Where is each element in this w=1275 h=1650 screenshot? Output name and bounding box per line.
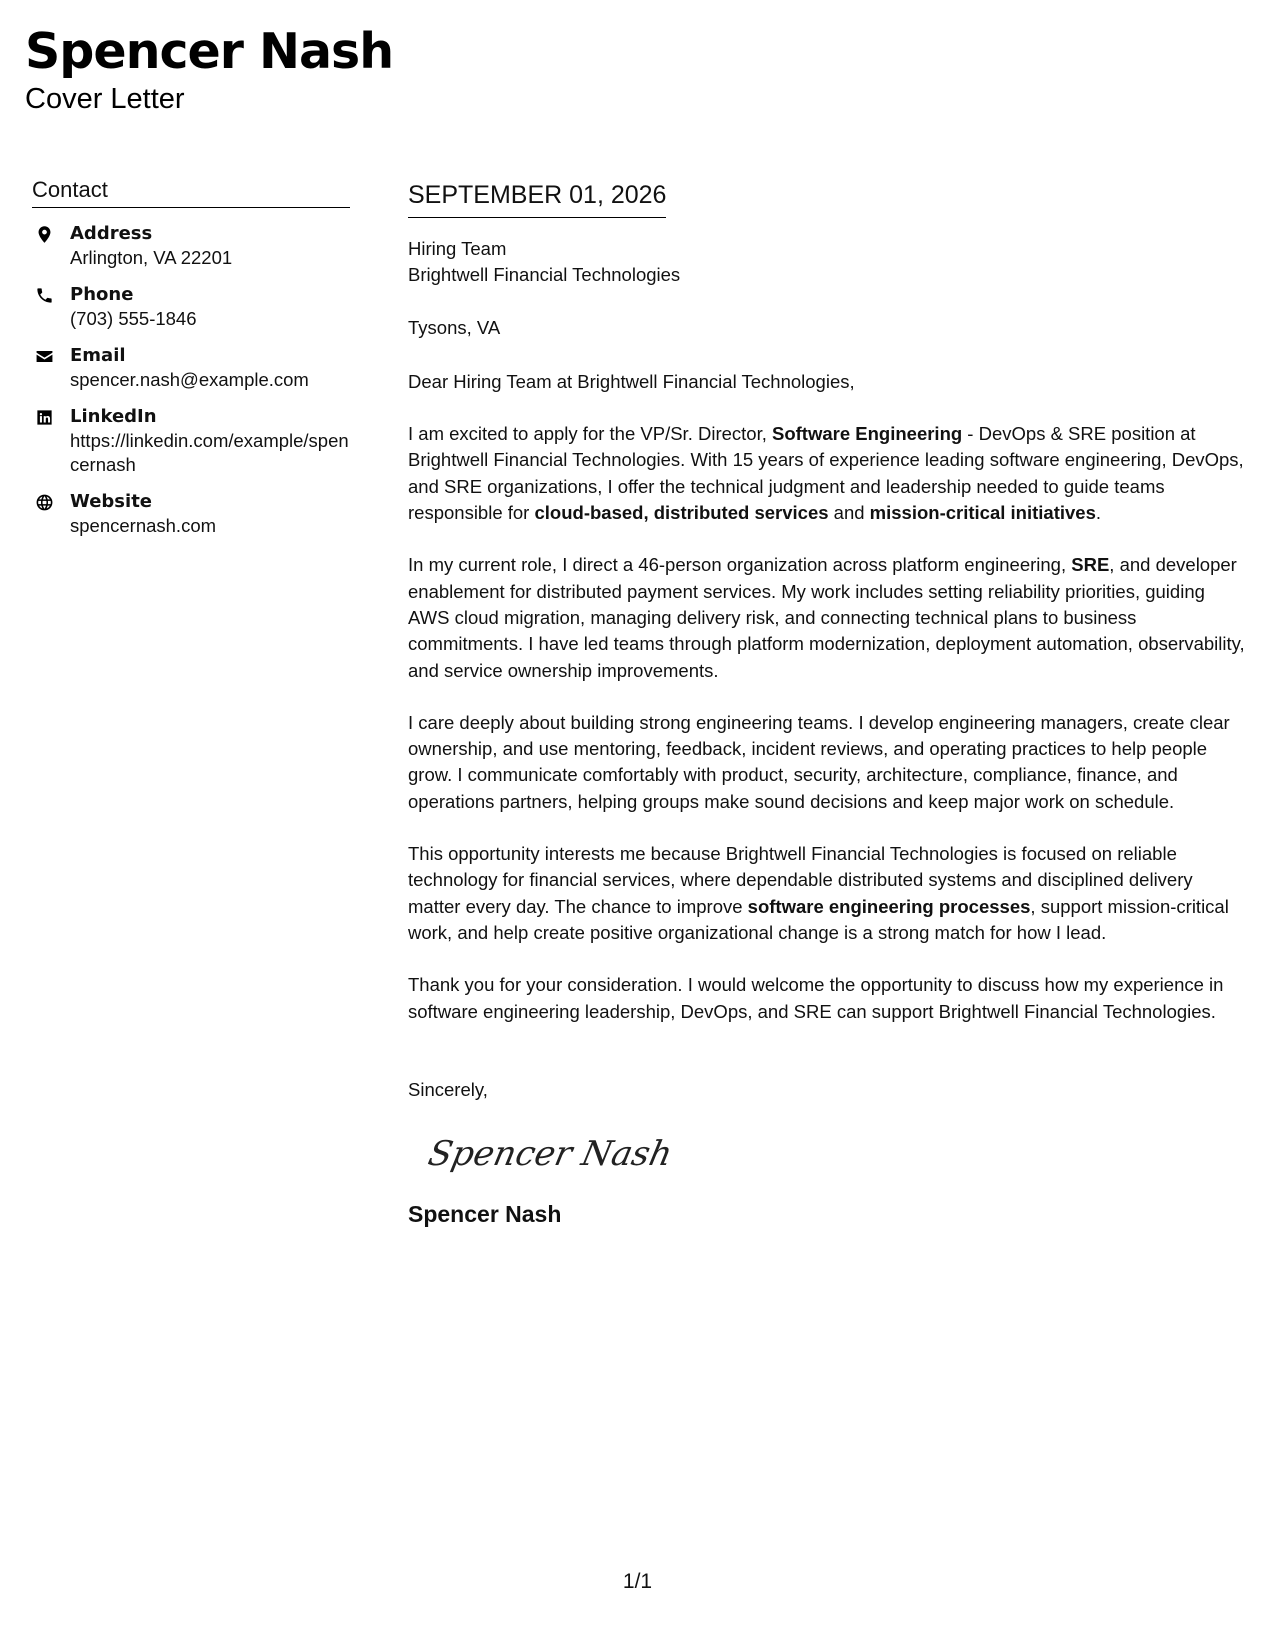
paragraph-text: I care deeply about building strong engineering teams. I develop engineering managers, create clear ownership, and use mentoring, feedback, incident reviews, and operating practices to help people grow. I communicate comfortably with product, security, architecture, compliance, finance, and operations partners, helping groups make sound decisions and keep major work on schedule. xyxy=(408,711,1230,812)
emphasized-text: SRE xyxy=(1071,554,1110,576)
contact-label: Website xyxy=(70,491,153,512)
document-subtitle: Cover Letter xyxy=(25,83,185,115)
applicant-name: Spencer Nash xyxy=(25,23,394,80)
contact-label: Phone xyxy=(70,284,134,305)
contact-value: spencer.nash@example.com xyxy=(70,369,309,390)
paragraph-text: - DevOps & SRE position at Brightwell Financial Technologies. With 15 years of experience leading software engineering, DevOps, and SRE organizations, I offer the technical judgment and leadership needed to guide teams responsible for xyxy=(408,423,1244,524)
contact-label: LinkedIn xyxy=(70,406,157,427)
letter-date: SEPTEMBER 01, 2026 xyxy=(408,178,666,218)
contact-item-website xyxy=(32,490,350,538)
contact-label: Address xyxy=(70,223,153,244)
letter-header xyxy=(25,22,393,116)
emphasized-text: mission-critical initiatives xyxy=(869,502,1096,524)
handwritten-signature xyxy=(424,1121,1248,1181)
contact-item-linkedin xyxy=(32,405,350,477)
signer-name: Spencer Nash xyxy=(408,1201,562,1228)
paragraph-text: , support mission-critical work, and help create positive organizational change is a strong match for how I lead. xyxy=(408,895,1229,943)
linkedin-icon xyxy=(34,407,54,427)
globe-icon xyxy=(34,492,54,512)
contact-label: Email xyxy=(70,345,126,366)
contact-item-phone xyxy=(32,283,350,331)
letter-paragraph xyxy=(408,841,1248,946)
map-pin-icon xyxy=(34,224,54,244)
letter-paragraphs xyxy=(408,421,1248,1025)
contact-value: spencernash.com xyxy=(70,515,217,536)
letter-paragraph xyxy=(408,552,1248,683)
salutation: Dear Hiring Team at Brightwell Financial Technologies, xyxy=(408,370,855,392)
page-number: 1/1 xyxy=(622,1570,653,1593)
letter-body xyxy=(408,178,1248,1229)
contact-item-email xyxy=(32,344,350,392)
recipient-company: Brightwell Financial Technologies xyxy=(408,264,681,286)
signature-text: Spencer Nash xyxy=(424,1134,676,1175)
emphasized-text: Software Engineering xyxy=(772,423,963,445)
envelope-icon xyxy=(34,346,54,366)
recipient-location: Tysons, VA xyxy=(408,316,501,338)
contact-sidebar xyxy=(32,176,350,551)
contact-value: https://linkedin.com/example/spencernash xyxy=(70,430,349,475)
emphasized-text: software engineering processes xyxy=(747,895,1031,917)
contact-value: (703) 555-1846 xyxy=(70,308,197,329)
paragraph-text: I am excited to apply for the VP/Sr. Director, xyxy=(408,423,772,445)
paragraph-text: Thank you for your consideration. I would welcome the opportunity to discuss how my experience in software engineering leadership, DevOps, and SRE can support Brightwell Financial Technologies. xyxy=(408,974,1224,1022)
paragraph-text: This opportunity interests me because Brightwell Financial Technologies is focused on reliable technology for financial services, where dependable distributed systems and disciplined delivery matter every day. The chance to improve xyxy=(408,843,1193,917)
paragraph-text: . xyxy=(1095,502,1102,524)
contact-value: Arlington, VA 22201 xyxy=(70,247,233,268)
paragraph-text: , and developer enablement for distributed payment services. My work includes setting reliability priorities, guiding AWS cloud migration, managing delivery risk, and connecting technical plans to business commitments. I have led teams through platform modernization, deployment automation, observability, and service ownership improvements. xyxy=(408,554,1245,681)
emphasized-text: cloud-based, distributed services xyxy=(534,502,829,524)
closing: Sincerely, xyxy=(408,1078,488,1100)
letter-paragraph xyxy=(408,421,1248,526)
contact-heading: Contact xyxy=(32,176,350,208)
letter-paragraph xyxy=(408,972,1248,1025)
letter-paragraph xyxy=(408,710,1248,815)
recipient-name: Hiring Team xyxy=(408,238,507,259)
recipient-block xyxy=(408,236,1248,289)
paragraph-text: In my current role, I direct a 46-person organization across platform engineering, xyxy=(408,554,1072,576)
phone-icon xyxy=(34,285,54,305)
paragraph-text: and xyxy=(828,502,870,524)
contact-item-address xyxy=(32,222,350,270)
